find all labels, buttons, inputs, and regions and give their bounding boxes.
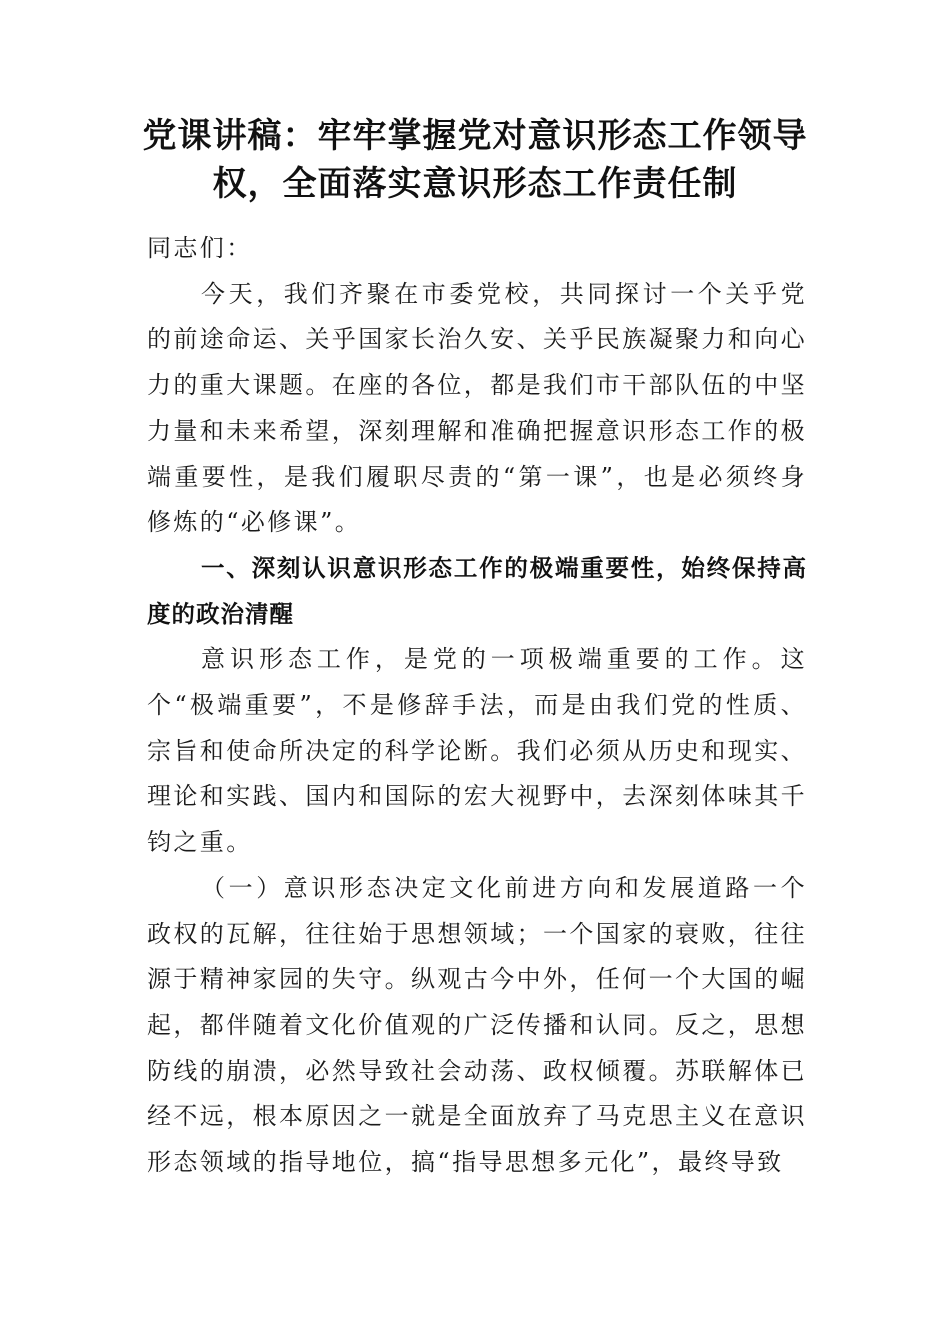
salutation: 同志们： <box>147 234 253 262</box>
document-title: 党课讲稿：牢牢掌握党对意识形态工作领导权，全面落实意识形态工作责任制 <box>142 116 808 204</box>
section-heading-1: 一、深刻认识意识形态工作的极端重要性，始终保持高度的政治清醒 <box>147 553 807 628</box>
document-body <box>147 226 807 1186</box>
subsection-1-paragraph: （一）意识形态决定文化前进方向和发展道路一个政权的瓦解，往往始于思想领域；一个国家的衰败，往往源于精神家园的失守。纵观古今中外，任何一个大国的崛起，都伴随着文化价值观的广泛传播和认同。反之，思想防线的崩溃，必然导致社会动荡、政权倾覆。苏联解体已经不远，根本原因之一就是全面放弃了马克思主义在意识形态领域的指导地位，搞“指导思想多元化”，最终导致 <box>147 873 807 1177</box>
opening-paragraph: 今天，我们齐聚在市委党校，共同探讨一个关乎党的前途命运、关乎国家长治久安、关乎民族凝聚力和向心力的重大课题。在座的各位，都是我们市干部队伍的中坚力量和未来希望，深刻理解和准确把握意识形态工作的极端重要性，是我们履职尽责的“第一课”，也是必须终身修炼的“必修课”。 <box>147 279 807 537</box>
section-1-paragraph: 意识形态工作，是党的一项极端重要的工作。这个“极端重要”，不是修辞手法，而是由我们党的性质、宗旨和使命所决定的科学论断。我们必须从历史和现实、理论和实践、国内和国际的宏大视野中，去深刻体味其千钧之重。 <box>147 645 807 857</box>
